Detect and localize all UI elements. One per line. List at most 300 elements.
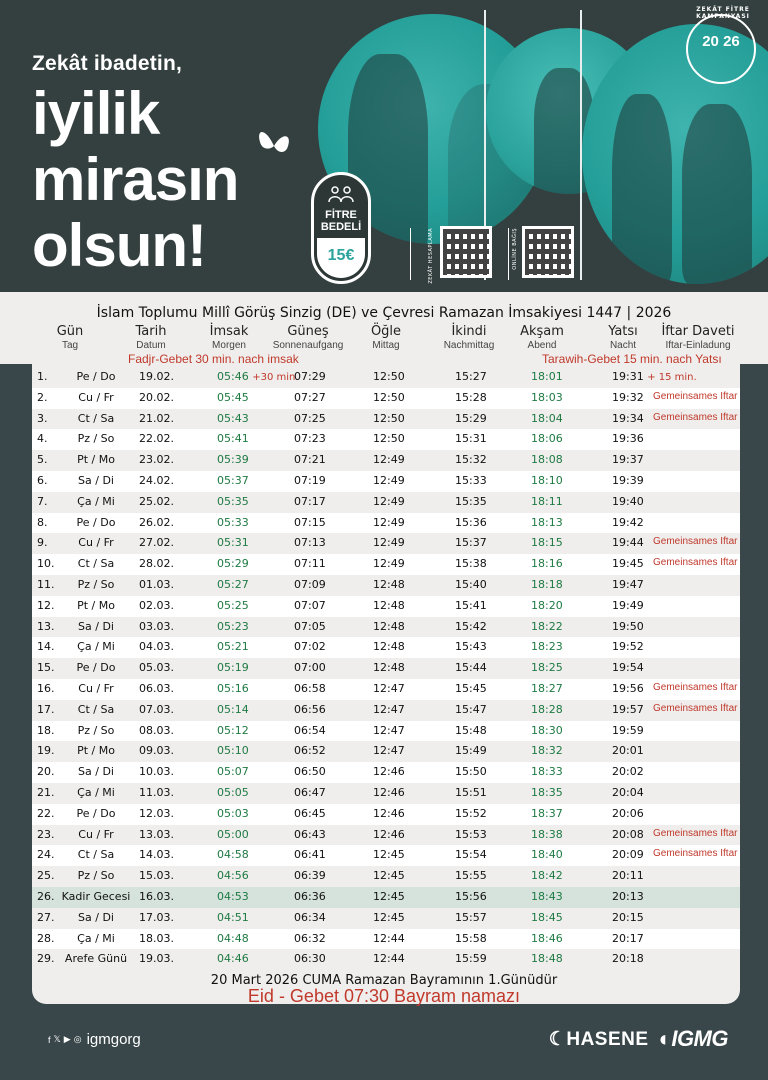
fitre-badge <box>311 172 371 284</box>
row-yatsi <box>612 932 644 945</box>
column-header-tr: İkindi <box>451 324 487 339</box>
row-ikindi: 15:54 <box>455 848 487 862</box>
row-yatsi <box>612 516 644 529</box>
row-aksam: 18:06 <box>531 432 563 446</box>
badge-year: 20 26 <box>702 33 740 50</box>
row-day: Cu / Fr <box>78 827 114 841</box>
row-number: 25. <box>37 869 55 883</box>
row-gunes: 06:54 <box>294 723 326 737</box>
row-ogle: 12:46 <box>373 806 405 820</box>
table-row <box>32 637 740 658</box>
row-number: 13. <box>37 619 55 633</box>
family-icon <box>327 185 355 203</box>
row-gunes: 07:17 <box>294 494 326 508</box>
row-ikindi: 15:37 <box>455 536 487 550</box>
row-number: 5. <box>37 453 48 467</box>
row-date: 14.03. <box>139 848 174 862</box>
row-ogle: 12:49 <box>373 536 405 550</box>
table-row <box>32 804 740 825</box>
row-day: Pt / Mo <box>77 598 115 612</box>
row-imsak <box>217 848 249 861</box>
row-date: 20.02. <box>139 390 174 404</box>
row-date: 26.02. <box>139 515 174 529</box>
row-ikindi: 15:35 <box>455 494 487 508</box>
row-imsak <box>217 516 249 529</box>
row-iftar: Gemeinsames Iftar <box>653 411 738 423</box>
yatsi-time: 19:42 <box>612 515 644 529</box>
row-ogle: 12:48 <box>373 661 405 675</box>
row-aksam: 18:10 <box>531 474 563 487</box>
row-imsak <box>217 453 249 466</box>
table-row <box>32 658 740 679</box>
row-yatsi <box>612 724 644 737</box>
row-yatsi <box>612 453 644 466</box>
imsak-time: 05:07 <box>217 765 249 779</box>
row-imsak <box>217 682 249 695</box>
row-gunes: 06:45 <box>294 806 326 820</box>
row-ikindi: 15:42 <box>455 619 487 633</box>
row-date: 23.02. <box>139 453 174 467</box>
row-day: Pt / Mo <box>77 453 115 467</box>
column-header-tr: Yatsı <box>608 324 638 339</box>
row-day: Cu / Fr <box>78 536 114 550</box>
yatsi-time: 19:59 <box>612 723 644 737</box>
imsak-extra: +30 min. <box>252 372 299 383</box>
row-aksam: 18:37 <box>531 806 563 820</box>
fitre-label: FİTRE BEDELİ <box>320 209 362 233</box>
table-row <box>32 367 740 388</box>
row-ogle: 12:49 <box>373 474 405 487</box>
row-yatsi <box>612 786 644 799</box>
row-yatsi <box>612 807 644 820</box>
row-number: 16. <box>37 682 55 695</box>
row-ikindi: 15:45 <box>455 682 487 695</box>
imsak-time: 05:19 <box>217 661 249 675</box>
eid-prayer-note: Eid - Gebet 07:30 Bayram namazı <box>247 986 521 1006</box>
imsak-time: 05:41 <box>217 432 249 446</box>
imsak-time: 05:00 <box>217 827 249 841</box>
row-aksam: 18:28 <box>531 702 563 716</box>
table-row <box>32 450 740 471</box>
table-row <box>32 887 740 908</box>
row-gunes: 06:32 <box>294 931 326 945</box>
table-title: İslam Toplumu Millî Görüş Sinzig (DE) ve Çevresi Ramazan İmsakiyesi 1447 | 2026 <box>96 305 672 321</box>
row-imsak <box>217 890 249 903</box>
row-ikindi: 15:38 <box>455 557 487 571</box>
social-handle[interactable]: igmgorg <box>86 1031 141 1048</box>
qr-code-zekat[interactable] <box>440 226 492 278</box>
row-ogle: 12:47 <box>373 702 405 716</box>
crescent-icon: ☾ <box>548 1028 567 1050</box>
row-date: 01.03. <box>139 578 174 591</box>
row-ikindi: 15:55 <box>455 869 487 883</box>
yatsi-time: 19:49 <box>612 598 644 612</box>
row-day: Pz / So <box>77 723 115 737</box>
table-row <box>32 513 740 534</box>
yatsi-time: 19:52 <box>612 640 644 654</box>
table-row <box>32 741 740 762</box>
row-ikindi: 15:52 <box>455 806 487 820</box>
row-number: 19. <box>37 744 55 758</box>
row-yatsi <box>612 848 644 861</box>
campaign-badge <box>686 6 756 84</box>
instagram-icon[interactable]: ◎ <box>73 1034 82 1044</box>
imsak-time: 05:39 <box>217 453 249 467</box>
row-ogle: 12:48 <box>373 598 405 612</box>
row-yatsi <box>612 432 644 445</box>
row-day: Ct / Sa <box>77 557 115 571</box>
row-yatsi <box>612 578 644 591</box>
imsak-time: 04:58 <box>217 848 249 862</box>
row-ogle: 12:49 <box>373 557 405 571</box>
column-header-de: Sonnenaufgang <box>272 340 344 351</box>
row-day: Ça / Mi <box>77 786 115 799</box>
imsak-time: 05:45 <box>217 390 249 404</box>
row-ikindi: 15:59 <box>455 952 487 966</box>
table-row <box>32 783 740 804</box>
row-imsak <box>217 412 249 425</box>
row-number: 12. <box>37 598 55 612</box>
row-aksam: 18:23 <box>531 640 563 654</box>
row-gunes: 06:56 <box>294 702 326 716</box>
column-header-tr: Güneş <box>287 324 329 339</box>
row-number: 14. <box>37 640 55 654</box>
row-imsak <box>217 432 249 445</box>
row-ogle: 12:50 <box>373 370 405 383</box>
row-ikindi: 15:57 <box>455 910 487 924</box>
table-row <box>32 429 740 450</box>
row-gunes: 07:23 <box>294 432 326 446</box>
column-header-iftar <box>660 324 736 353</box>
row-number: 8. <box>37 515 48 529</box>
row-gunes: 07:19 <box>294 474 326 487</box>
column-header-ikindi <box>436 324 502 353</box>
column-header-ogle <box>356 324 416 353</box>
row-ikindi: 15:40 <box>455 578 487 591</box>
row-ikindi: 15:48 <box>455 723 487 737</box>
row-gunes: 07:07 <box>294 598 326 612</box>
row-date: 11.03. <box>139 786 174 799</box>
row-ikindi: 15:44 <box>455 661 487 675</box>
row-aksam: 18:16 <box>531 557 563 571</box>
row-day: Ct / Sa <box>77 702 115 716</box>
imsak-time: 05:16 <box>217 682 249 695</box>
row-day: Ça / Mi <box>77 494 115 508</box>
imsak-time: 05:03 <box>217 806 249 820</box>
row-yatsi <box>612 536 644 549</box>
row-yatsi <box>612 765 644 778</box>
row-date: 05.03. <box>139 661 174 675</box>
yatsi-time: 20:15 <box>612 910 644 924</box>
row-gunes: 07:21 <box>294 453 326 467</box>
row-ogle: 12:45 <box>373 910 405 924</box>
imsak-time: 04:56 <box>217 869 249 883</box>
sponsor-logos <box>549 1026 728 1052</box>
hero-banner <box>0 0 768 292</box>
row-gunes: 07:05 <box>294 619 326 633</box>
yatsi-time: 19:32 <box>612 390 644 404</box>
imsak-time: 05:43 <box>217 411 249 425</box>
row-aksam: 18:38 <box>531 827 563 841</box>
column-header-aksam <box>512 324 572 353</box>
row-day: Sa / Di <box>78 619 114 633</box>
imsak-time: 05:12 <box>217 723 249 737</box>
row-ogle: 12:44 <box>373 952 405 966</box>
row-number: 15. <box>37 661 55 675</box>
row-day: Pe / Do <box>76 515 116 529</box>
table-row <box>32 388 740 409</box>
imsak-time: 04:53 <box>217 890 249 903</box>
row-day: Pz / So <box>77 432 115 446</box>
row-number: 27. <box>37 910 55 924</box>
row-day: Ct / Sa <box>77 848 115 862</box>
row-gunes: 07:25 <box>294 411 326 425</box>
column-header-tr: Öğle <box>370 324 402 339</box>
row-date: 19.03. <box>139 952 174 966</box>
yatsi-time: 20:11 <box>612 869 644 883</box>
imsak-time: 05:31 <box>217 536 249 550</box>
table-row <box>32 908 740 929</box>
row-aksam: 18:33 <box>531 765 563 779</box>
column-header-tr: Tarih <box>135 324 167 339</box>
row-aksam: 18:43 <box>531 890 563 903</box>
row-aksam: 18:30 <box>531 723 563 737</box>
row-day: Kadir Gecesi <box>61 890 131 903</box>
row-yatsi <box>612 890 644 903</box>
yatsi-time: 20:01 <box>612 744 644 758</box>
hero-line-1: iyilik <box>32 80 160 147</box>
row-yatsi <box>612 640 644 653</box>
row-aksam: 18:03 <box>531 390 563 404</box>
hero-line-2: mirasın <box>32 146 239 213</box>
row-yatsi <box>612 474 644 487</box>
row-imsak <box>217 744 249 757</box>
hasene-logo <box>549 1028 649 1051</box>
row-date: 15.03. <box>139 869 174 883</box>
row-ikindi: 15:51 <box>455 786 487 799</box>
row-iftar: Gemeinsames Iftar <box>653 390 738 402</box>
table-row <box>32 533 740 554</box>
table-row <box>32 575 740 596</box>
column-header-de: Tag <box>61 340 79 351</box>
row-yatsi <box>612 952 644 965</box>
row-date: 09.03. <box>139 744 174 758</box>
row-date: 19.02. <box>139 370 174 383</box>
row-day: Pe / Do <box>76 370 116 383</box>
yatsi-time: 19:40 <box>612 494 644 508</box>
row-yatsi <box>612 412 644 425</box>
row-imsak <box>217 557 249 570</box>
table-row <box>32 471 740 492</box>
yatsi-time: 19:36 <box>612 432 644 446</box>
imsak-time: 05:46 <box>217 370 249 383</box>
row-imsak <box>217 807 249 820</box>
column-header-de: Abend <box>527 340 557 351</box>
row-ogle: 12:49 <box>373 494 405 508</box>
row-ogle: 12:49 <box>373 453 405 467</box>
row-imsak <box>217 391 249 404</box>
row-yatsi <box>612 495 644 508</box>
imsak-time: 05:27 <box>217 578 249 591</box>
row-ikindi: 15:31 <box>455 432 487 446</box>
row-imsak <box>217 599 249 612</box>
row-number: 23. <box>37 827 55 841</box>
row-gunes: 06:30 <box>294 952 326 966</box>
row-iftar: Gemeinsames Iftar <box>653 557 738 569</box>
column-header-de: Nacht <box>609 340 637 351</box>
row-day: Cu / Fr <box>78 390 114 404</box>
row-date: 02.03. <box>139 598 174 612</box>
row-ikindi: 15:29 <box>455 411 487 425</box>
row-number: 3. <box>37 411 48 425</box>
row-number: 20. <box>37 765 55 779</box>
row-ogle: 12:45 <box>373 890 405 903</box>
row-aksam: 18:13 <box>531 515 563 529</box>
row-iftar: Gemeinsames Iftar <box>653 848 738 860</box>
row-ogle: 12:49 <box>373 515 405 529</box>
row-ikindi: 15:28 <box>455 390 487 404</box>
row-yatsi <box>612 620 644 633</box>
yatsi-time: 19:37 <box>612 453 644 467</box>
row-number: 28. <box>37 931 55 945</box>
row-gunes: 07:00 <box>294 661 326 675</box>
row-date: 10.03. <box>139 765 174 779</box>
row-yatsi <box>612 828 644 841</box>
row-number: 6. <box>37 474 48 487</box>
row-date: 12.03. <box>139 806 174 820</box>
row-gunes: 07:11 <box>294 557 326 571</box>
hasene-logo-text: HASENE <box>566 1028 649 1050</box>
yatsi-time: 19:54 <box>612 661 644 675</box>
row-iftar: Gemeinsames Iftar <box>653 827 738 839</box>
row-date: 03.03. <box>139 619 174 633</box>
row-imsak <box>217 828 249 841</box>
qr-caption-1: ZEKÂT HESAPLAMA <box>428 228 434 284</box>
row-ikindi: 15:50 <box>455 765 487 779</box>
row-gunes: 06:39 <box>294 869 326 883</box>
row-number: 9. <box>37 536 48 550</box>
row-date: 24.02. <box>139 474 174 487</box>
qr-code-bagis[interactable] <box>522 226 574 278</box>
row-date: 17.03. <box>139 910 174 924</box>
igmg-logo-text: IGMG <box>671 1026 728 1051</box>
qr-divider <box>508 228 509 280</box>
yatsi-time: 20:04 <box>612 786 644 799</box>
row-date: 22.02. <box>139 432 174 446</box>
imsak-time: 05:37 <box>217 474 249 487</box>
row-ogle: 12:50 <box>373 390 405 404</box>
table-row <box>32 700 740 721</box>
row-number: 21. <box>37 786 55 799</box>
row-ogle: 12:48 <box>373 619 405 633</box>
row-imsak <box>217 578 249 591</box>
row-ikindi: 15:49 <box>455 744 487 758</box>
yatsi-time: 19:47 <box>612 578 644 591</box>
row-date: 06.03. <box>139 682 174 695</box>
row-gunes: 06:36 <box>294 890 326 903</box>
row-aksam: 18:46 <box>531 931 563 945</box>
yatsi-time: 19:45 <box>612 557 644 571</box>
row-number: 29. <box>37 952 55 966</box>
column-header-tr: İftar Daveti <box>661 324 735 339</box>
row-number: 4. <box>37 432 48 446</box>
row-aksam: 18:15 <box>531 536 563 550</box>
facebook-icon[interactable]: f <box>48 1034 51 1045</box>
row-gunes: 06:52 <box>294 744 326 758</box>
table-row <box>32 762 740 783</box>
badge-caption: ZEKÂT FİTRE KAMPANYASI <box>696 6 750 20</box>
igmg-logo <box>659 1026 728 1052</box>
x-icon[interactable]: 𝕏 <box>53 1034 61 1044</box>
row-imsak <box>217 952 249 965</box>
row-number: 11. <box>37 578 55 591</box>
column-header-de: Morgen <box>212 340 246 351</box>
imsak-time: 05:14 <box>217 702 249 716</box>
row-ikindi: 15:27 <box>455 370 487 383</box>
row-ikindi: 15:32 <box>455 453 487 467</box>
row-gunes: 07:09 <box>294 578 326 591</box>
row-imsak <box>217 724 249 737</box>
hero-headline <box>32 52 239 279</box>
divider-line <box>580 10 582 280</box>
row-yatsi <box>612 370 697 383</box>
row-aksam: 18:35 <box>531 786 563 799</box>
row-aksam: 18:48 <box>531 952 563 966</box>
row-date: 13.03. <box>139 827 174 841</box>
row-ogle: 12:50 <box>373 411 405 425</box>
row-ogle: 12:48 <box>373 640 405 654</box>
row-imsak <box>217 661 249 674</box>
imsak-time: 05:35 <box>217 494 249 508</box>
row-day: Sa / Di <box>78 765 114 779</box>
yatsi-time: 19:44 <box>612 536 644 550</box>
row-imsak <box>217 869 249 882</box>
yatsi-time: 20:08 <box>612 827 644 841</box>
row-day: Ct / Sa <box>77 411 115 425</box>
imsak-time: 05:05 <box>217 786 249 799</box>
row-ikindi: 15:41 <box>455 598 487 612</box>
row-yatsi <box>612 869 644 882</box>
igmg-mark-icon: ◐ <box>658 1026 672 1051</box>
imsak-time: 05:10 <box>217 744 249 758</box>
row-date: 27.02. <box>139 536 174 550</box>
row-number: 22. <box>37 806 55 820</box>
row-iftar: Gemeinsames Iftar <box>653 702 738 714</box>
row-yatsi <box>612 391 644 404</box>
row-number: 10. <box>37 557 55 571</box>
row-day: Sa / Di <box>78 474 114 487</box>
fajr-note: Fadjr-Gebet 30 min. nach imsak <box>128 352 299 366</box>
row-yatsi <box>612 599 644 612</box>
row-day: Pz / So <box>77 869 115 883</box>
row-day: Pz / So <box>77 578 115 591</box>
column-header-gun <box>48 324 92 353</box>
row-yatsi <box>612 744 644 757</box>
row-date: 07.03. <box>139 702 174 716</box>
row-ogle: 12:45 <box>373 848 405 862</box>
yatsi-time: 20:02 <box>612 765 644 779</box>
row-gunes: 06:41 <box>294 848 326 862</box>
row-gunes: 06:50 <box>294 765 326 779</box>
row-ikindi: 15:53 <box>455 827 487 841</box>
row-ogle: 12:44 <box>373 931 405 945</box>
youtube-icon[interactable]: ▶ <box>63 1034 71 1044</box>
row-imsak <box>217 786 249 799</box>
column-header-de: Mittag <box>372 340 400 351</box>
yatsi-extra: + 15 min. <box>647 372 697 383</box>
row-ogle: 12:46 <box>373 786 405 799</box>
yatsi-time: 20:06 <box>612 806 644 820</box>
